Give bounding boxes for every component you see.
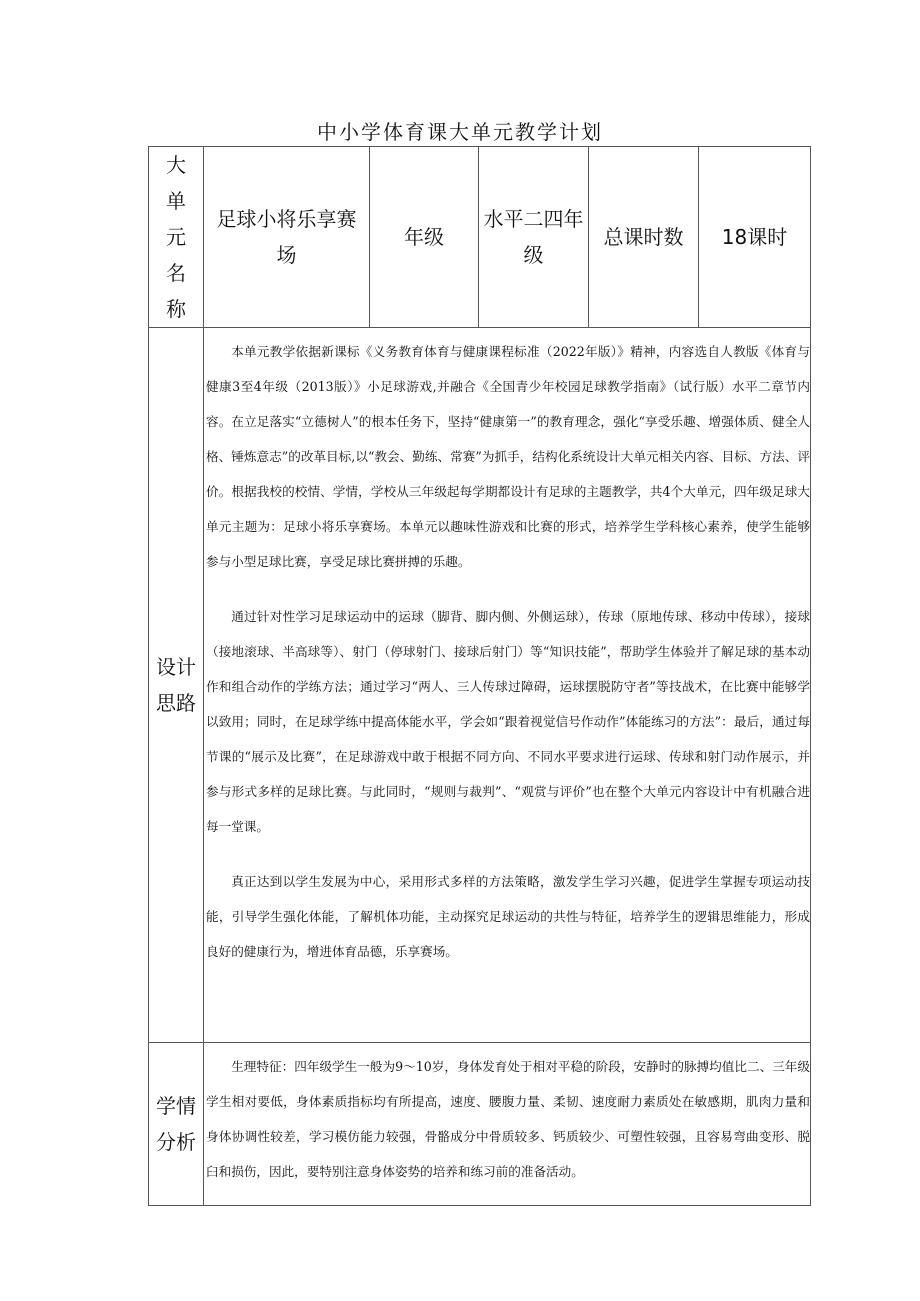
unit-plan-table	[148, 146, 811, 1206]
analysis-label: 学情分析	[149, 1043, 204, 1206]
analysis-paragraph: 生理特征：四年级学生一般为9～10岁，身体发育处于相对平稳的阶段，安静时的脉搏均值比二、三年级学生相对要低，身体素质指标均有所提高，速度、腰腹力量、柔韧、速度耐力素质处在敏感期，肌肉力量和身体协调性较差，学习模仿能力较强，骨骼成分中骨质较多、钙质较少、可塑性较强，且容易弯曲变形、脱臼和损伤，因此，要特别注意身体姿势的培养和练习前的准备活动。	[206, 1059, 810, 1179]
total-hours-value: 18课时	[699, 147, 811, 328]
document-title: 中小学体育课大单元教学计划	[317, 120, 603, 144]
design-row	[149, 328, 811, 1043]
total-hours-label: 总课时数	[589, 147, 699, 328]
design-paragraph: 真正达到以学生发展为中心，采用形式多样的方法策略，激发学生学习兴趣，促进学生掌握专项运动技能，引导学生强化体能，了解机体功能，主动探究足球运动的共性与特征，培养学生的逻辑思维能力，形成良好的健康行为，增进体育品德，乐享赛场。	[206, 874, 810, 959]
grade-value: 水平二四年级	[479, 147, 589, 328]
unit-name-label: 大单元名称	[149, 147, 204, 328]
design-paragraph: 通过针对性学习足球运动中的运球（脚背、脚内侧、外侧运球），传球（原地传球、移动中传球），接球（接地滚球、半高球等）、射门（停球射门、接球后射门）等“知识技能”，帮助学生体验并了解足球的基本动作和组合动作的学练方法；通过学习“两人、三人传球过障碍，运球摆脱防守者”等技战术，在比赛中能够学以致用；同时，在足球学练中提高体能水平，学会如“跟着视觉信号作动作”体能练习的方法”：最后，通过每节课的“展示及比赛”，在足球游戏中敢于根据不同方向、不同水平要求进行运球、传球和射门动作展示，并参与形式多样的足球比赛。与此同时，“规则与裁判”、“观赏与评价”也在整个大单元内容设计中有机融合进每一堂课。	[206, 609, 810, 834]
design-paragraph: 本单元教学依据新课标《义务教育体育与健康课程标准（2022年版）》精神，内容选自人教版《体育与健康3至4年级（2013版）》小足球游戏,并融合《全国青少年校园足球教学指南》（试行版）水平二章节内容。在立足落实“立德树人”的根本任务下，坚持“健康第一”的教育理念，强化“享受乐趣、增强体质、健全人格、锤炼意志”的改革目标,以“教会、勤练、常赛”为抓手，结构化系统设计大单元相关内容、目标、方法、评价。根据我校的校情、学情，学校从三年级起每学期都设计有足球的主题教学，共4个大单元，四年级足球大单元主题为：足球小将乐享赛场。本单元以趣味性游戏和比赛的形式，培养学生学科核心素养，使学生能够参与小型足球比赛，享受足球比赛拼搏的乐趣。	[206, 344, 810, 569]
analysis-row	[149, 1043, 811, 1206]
header-row	[149, 147, 811, 328]
grade-label: 年级	[370, 147, 479, 328]
design-label: 设计思路	[149, 328, 204, 1043]
analysis-content	[204, 1043, 811, 1206]
unit-name-value: 足球小将乐享赛场	[204, 147, 370, 328]
design-content	[204, 328, 811, 1043]
